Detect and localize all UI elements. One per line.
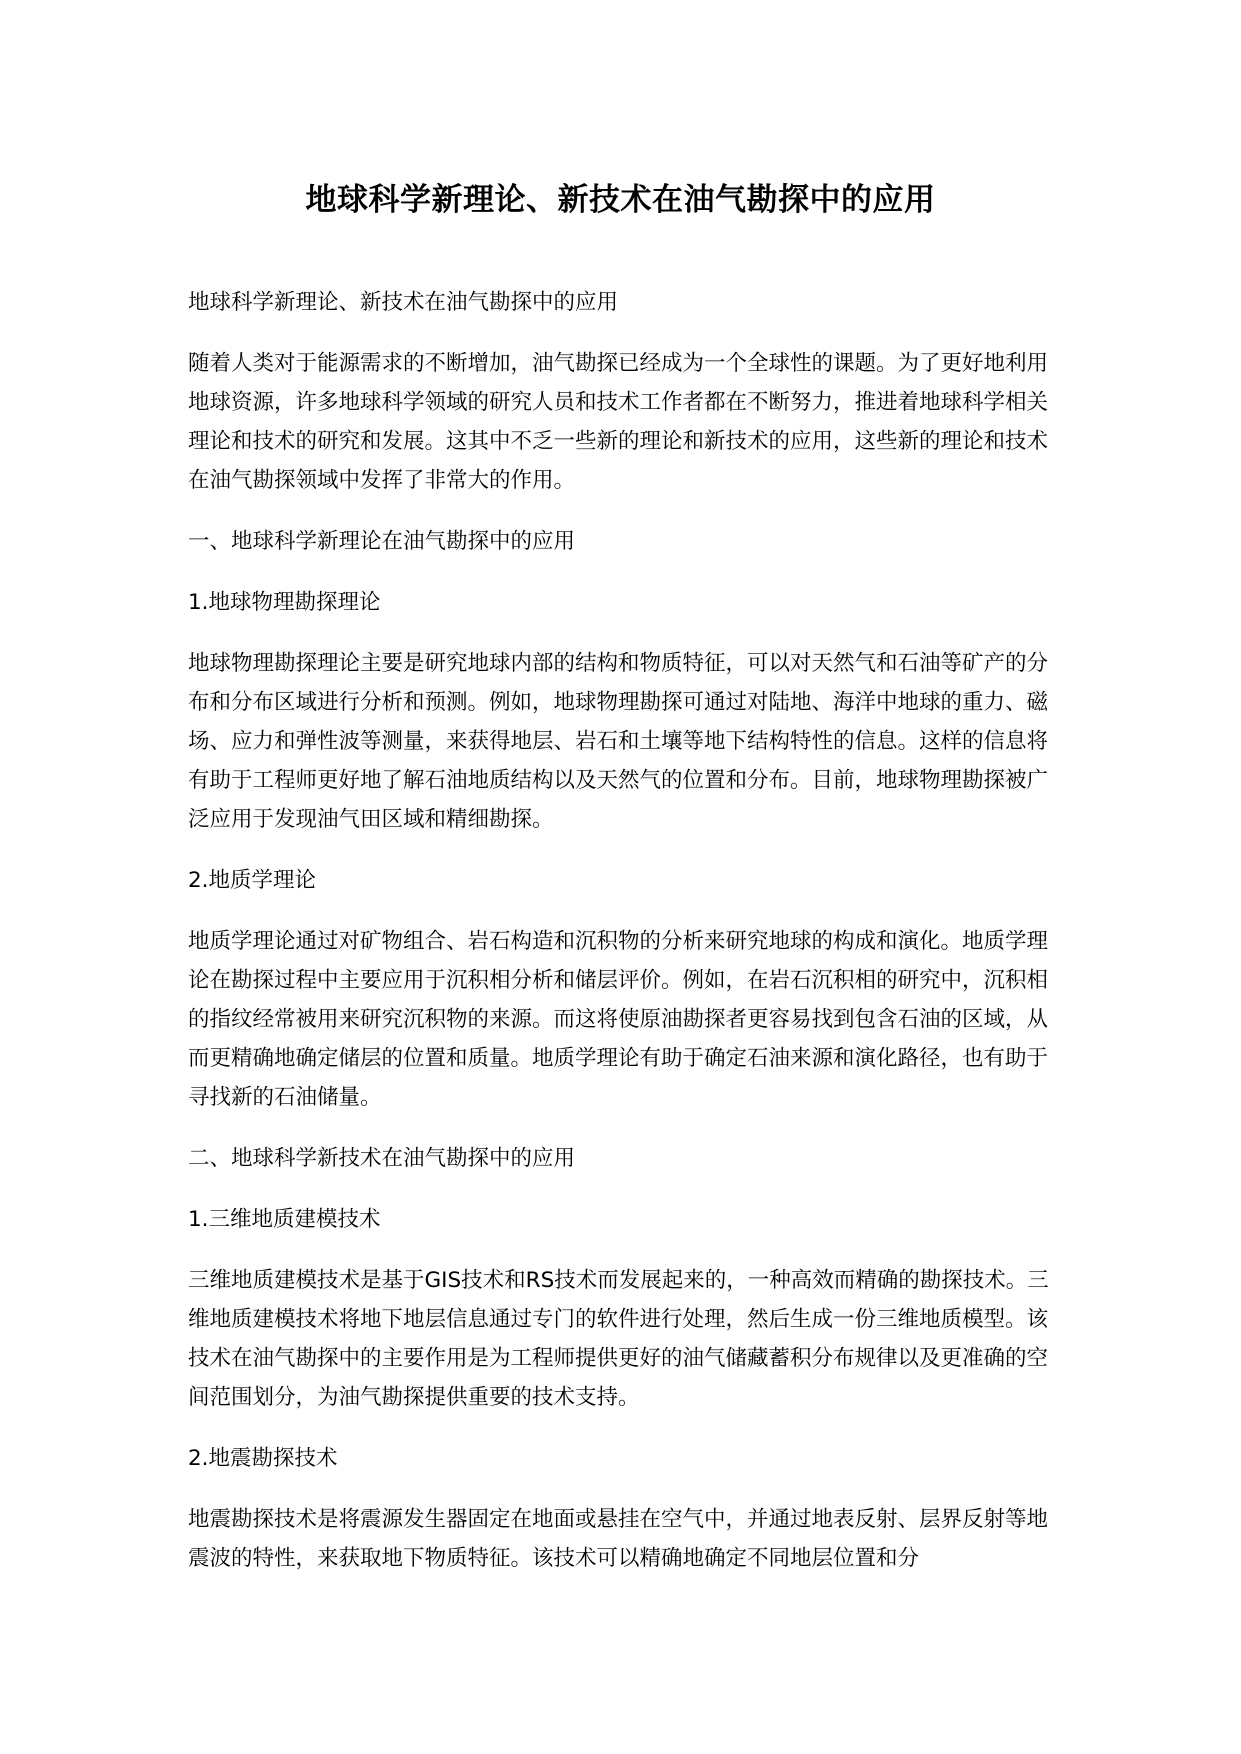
document-title: 地球科学新理论、新技术在油气勘探中的应用	[305, 182, 936, 218]
section-heading-technology: 二、地球科学新技术在油气勘探中的应用	[188, 1146, 576, 1171]
subsection-heading-3d-modeling: 1.三维地质建模技术	[188, 1207, 381, 1232]
3d-modeling-paragraph: 三维地质建模技术是基于GIS技术和RS技术而发展起来的，一种高效而精确的勘探技术。三维地质建模技术将地下地层信息通过专门的软件进行处理，然后生成一份三维地质模型。该技术在油气勘探中的主要作用是为工程师提供更好的油气储藏蓄积分布规律以及更准确的空间范围划分，为油气勘探提供重要的技术支持。	[188, 1268, 1049, 1410]
section-heading-theory: 一、地球科学新理论在油气勘探中的应用	[188, 529, 576, 554]
subsection-heading-geology: 2.地质学理论	[188, 868, 317, 893]
subsection-heading-geophysics: 1.地球物理勘探理论	[188, 590, 381, 615]
subsection-heading-seismic: 2.地震勘探技术	[188, 1446, 338, 1471]
subtitle-paragraph: 地球科学新理论、新技术在油气勘探中的应用	[188, 290, 619, 315]
document-body	[188, 283, 1068, 1600]
seismic-paragraph: 地震勘探技术是将震源发生器固定在地面或悬挂在空气中，并通过地表反射、层界反射等地震波的特性，来获取地下物质特征。该技术可以精确地确定不同地层位置和分	[188, 1507, 1049, 1571]
geophysics-paragraph: 地球物理勘探理论主要是研究地球内部的结构和物质特征，可以对天然气和石油等矿产的分布和分布区域进行分析和预测。例如，地球物理勘探可通过对陆地、海洋中地球的重力、磁场、应力和弹性波等测量，来获得地层、岩石和土壤等地下结构特性的信息。这样的信息将有助于工程师更好地了解石油地质结构以及天然气的位置和分布。目前，地球物理勘探被广泛应用于发现油气田区域和精细勘探。	[188, 651, 1049, 832]
geology-paragraph: 地质学理论通过对矿物组合、岩石构造和沉积物的分析来研究地球的构成和演化。地质学理论在勘探过程中主要应用于沉积相分析和储层评价。例如，在岩石沉积相的研究中，沉积相的指纹经常被用来研究沉积物的来源。而这将使原油勘探者更容易找到包含石油的区域，从而更精确地确定储层的位置和质量。地质学理论有助于确定石油来源和演化路径，也有助于寻找新的石油储量。	[188, 929, 1049, 1110]
intro-paragraph: 随着人类对于能源需求的不断增加，油气勘探已经成为一个全球性的课题。为了更好地利用地球资源，许多地球科学领域的研究人员和技术工作者都在不断努力，推进着地球科学相关理论和技术的研究和发展。这其中不乏一些新的理论和新技术的应用，这些新的理论和技术在油气勘探领域中发挥了非常大的作用。	[188, 351, 1049, 493]
